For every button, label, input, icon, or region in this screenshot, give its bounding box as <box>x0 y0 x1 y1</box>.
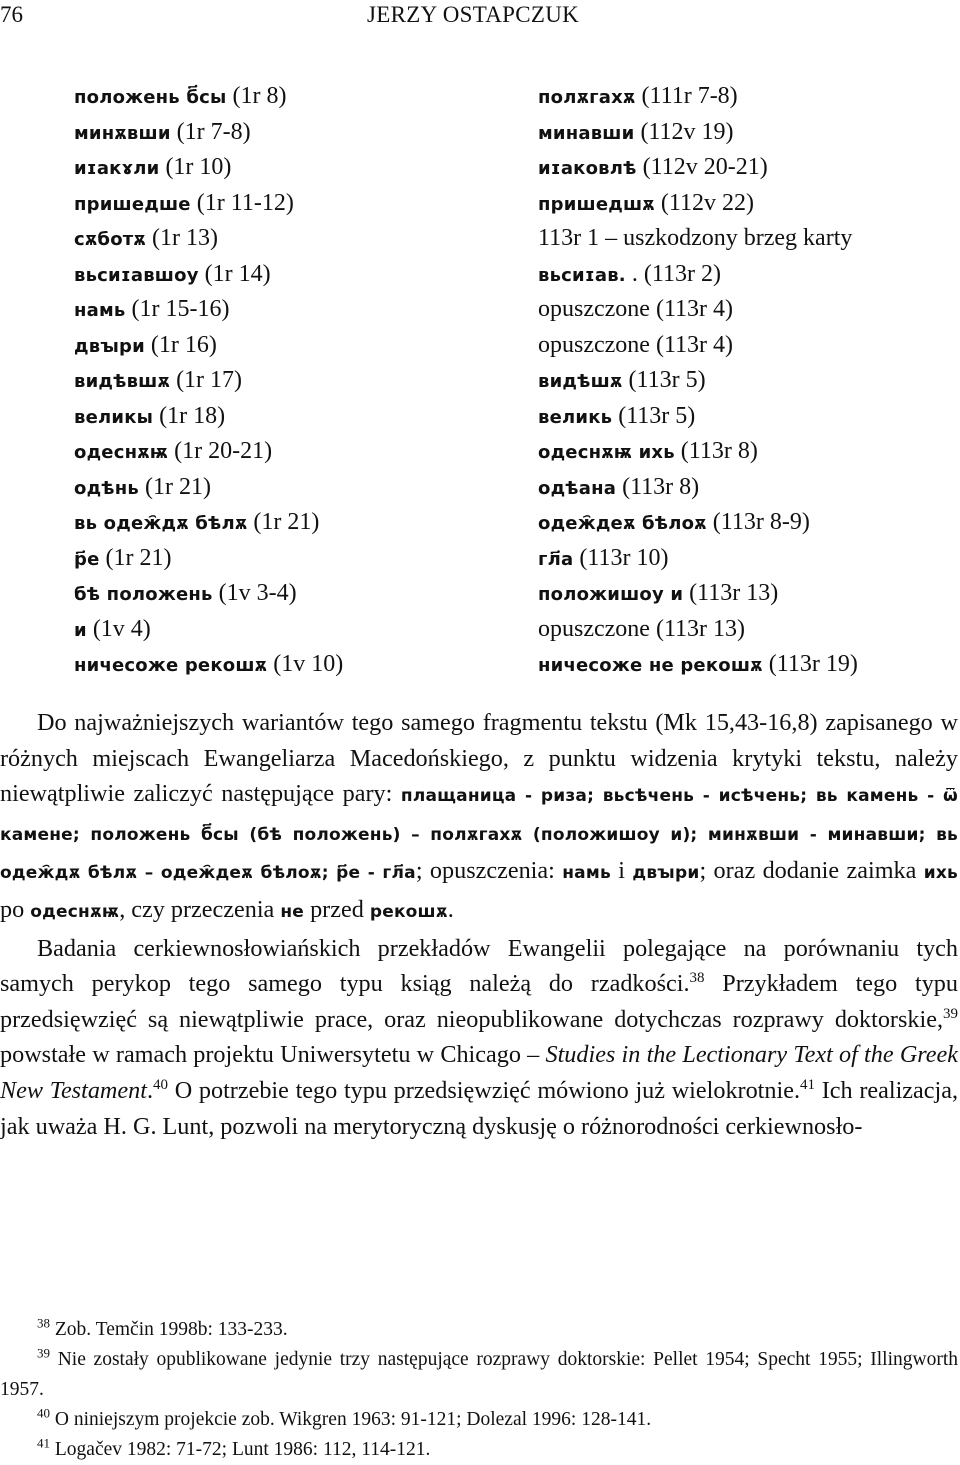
text-span: Do najważniejszych wariantów tego samego fragmentu tekstu (Mk 15,43-16,8) zapisanego w różnych miejscach Ewangeliarza Macedońskiego, z punktu widzenia krytyki tekstu, należy niewątpliwie zaliczyć następujące pary: <box>0 709 958 808</box>
variant-cell-left <box>74 79 538 115</box>
footnote <box>0 1315 958 1345</box>
footnote-number: 39 <box>37 1345 50 1361</box>
church-slavonic-form: пришедше <box>74 193 191 215</box>
text-span: przed <box>304 895 370 923</box>
text-span: . <box>447 895 454 923</box>
manuscript-reference: (111r 7-8) <box>641 83 738 109</box>
footnote-text: Logačev 1982: 71-72; Lunt 1986: 112, 114-121. <box>50 1439 431 1460</box>
church-slavonic-word: рекошѫ <box>369 901 448 922</box>
text-span: i <box>610 857 633 885</box>
variant-row <box>74 647 944 683</box>
manuscript-reference: (1v 10) <box>273 651 344 677</box>
footnote-number: 41 <box>37 1435 50 1451</box>
variant-cell-right <box>538 576 944 612</box>
manuscript-reference: (1v 3-4) <box>218 580 297 606</box>
church-slavonic-form: и <box>74 619 87 641</box>
manuscript-reference: (113r 10) <box>579 544 669 571</box>
manuscript-reference: (112v 19) <box>640 118 734 145</box>
variant-cell-left <box>74 292 538 328</box>
church-slavonic-form: бѣ положень <box>74 584 213 605</box>
variant-cell-left <box>74 363 538 399</box>
text-span: powstałe w ramach projektu Uniwersytetu w Chicago – <box>0 1041 546 1069</box>
text-span: , czy przeczenia <box>119 895 281 923</box>
variant-row <box>74 612 944 648</box>
manuscript-reference: (113r 5) <box>618 402 696 429</box>
manuscript-reference: (1r 13) <box>151 225 218 251</box>
church-slavonic-form: минавши <box>538 122 635 144</box>
body-text <box>0 705 958 1144</box>
variant-cell-left <box>74 399 538 435</box>
variant-cell-left <box>74 328 538 364</box>
manuscript-reference: (1r 14) <box>204 260 271 287</box>
text-span: ; oraz dodanie zaimka <box>699 857 924 885</box>
variant-cell-right <box>538 541 944 577</box>
variant-cell-right <box>538 434 944 470</box>
church-slavonic-form: иɪакɤли <box>74 158 160 179</box>
manuscript-reference: (1r 21) <box>144 473 211 500</box>
manuscript-reference: (1v 4) <box>92 615 151 642</box>
manuscript-reference: (113r 8-9) <box>712 509 810 535</box>
variant-row <box>74 115 944 151</box>
variant-cell-right <box>538 79 944 115</box>
church-slavonic-form: ничесоже не рекошѫ <box>538 655 763 676</box>
church-slavonic-form: одеж҄деѫ бѣлоѫ <box>538 513 707 534</box>
manuscript-reference: opuszczone (113r 4) <box>538 331 734 358</box>
manuscript-reference: (1r 15-16) <box>131 296 230 322</box>
manuscript-reference: (1r 8) <box>232 83 287 109</box>
manuscript-reference: (113r 8) <box>680 438 758 464</box>
church-slavonic-word: одеснѫѭ <box>30 901 120 922</box>
church-slavonic-form: минѫвши <box>74 122 171 144</box>
church-slavonic-form: одеснѫѭ ихь <box>538 442 675 463</box>
church-slavonic-form: одѣана <box>538 477 617 499</box>
variant-row <box>74 434 944 470</box>
variant-cell-left <box>74 221 538 257</box>
variant-cell-left <box>74 115 538 151</box>
manuscript-reference: (1r 10) <box>165 154 232 180</box>
church-slavonic-form: гл҃а <box>538 548 574 570</box>
footnote-ref[interactable]: 38 <box>689 970 705 987</box>
church-slavonic-form: ничесоже рекошѫ <box>74 655 268 676</box>
church-slavonic-form: иɪаковлѣ <box>538 158 637 179</box>
variant-cell-right <box>538 292 944 328</box>
variant-cell-right <box>538 612 944 648</box>
variant-cell-right <box>538 399 944 435</box>
church-slavonic-pairs: плащаница - риза; вьсѣчень - исѣчень; вь камень - ѿ камене; положень б҃сы (бѣ положень) – полѫгахѫ (положишоу и); минѫвши - минавши; вь одеж҄дѫ бѣлѫ – одеж҄деѫ бѣлоѫ; р҃е - гл҃а <box>0 786 958 884</box>
manuscript-reference: (112v 20-21) <box>642 154 768 180</box>
manuscript-reference: (1r 11-12) <box>196 189 294 216</box>
church-slavonic-form: великы <box>74 406 154 428</box>
variant-row <box>74 186 944 222</box>
text-span: Ich realizacja, jak uważa H. G. Lunt, pozwoli na merytoryczną dyskusję o różnorodności cerkiewnosło- <box>0 1076 959 1140</box>
church-slavonic-form: видѣвшѫ <box>74 371 171 392</box>
manuscript-reference: (1r 21) <box>105 544 172 571</box>
church-slavonic-word: намь <box>562 863 611 884</box>
church-slavonic-form: полѫгахѫ <box>538 87 636 108</box>
variant-row <box>74 576 944 612</box>
variant-cell-right <box>538 363 944 399</box>
footnote-text: Zob. Temčin 1998b: 133-233. <box>50 1319 288 1340</box>
manuscript-reference: 113r 1 – uszkodzony brzeg karty <box>538 225 853 251</box>
church-slavonic-form: положень б҃сы <box>74 87 227 108</box>
variant-cell-left <box>74 647 538 683</box>
church-slavonic-word: не <box>280 901 305 922</box>
church-slavonic-word: двꙑри <box>632 863 700 884</box>
manuscript-reference: (113r 5) <box>628 367 706 393</box>
church-slavonic-form: вьсиɪав. <box>538 264 626 286</box>
variant-cell-right <box>538 470 944 506</box>
manuscript-reference: (1r 21) <box>253 509 320 535</box>
text-span: Przykładem tego typu przedsięwzięć są niewątpliwie prace, oraz nieopublikowane dotychczas rozprawy doktorskie, <box>0 970 958 1033</box>
variant-row <box>74 292 944 328</box>
manuscript-reference: (1r 7-8) <box>176 118 251 145</box>
variant-row <box>74 470 944 506</box>
manuscript-reference: opuszczone (113r 4) <box>538 296 734 322</box>
variant-cell-left <box>74 434 538 470</box>
footnote-ref[interactable]: 41 <box>800 1076 816 1093</box>
church-slavonic-form: намь <box>74 300 126 321</box>
variant-cell-left <box>74 505 538 541</box>
variant-row <box>74 541 944 577</box>
manuscript-reference: (113r 8) <box>622 473 700 500</box>
variant-row <box>74 363 944 399</box>
variant-table <box>74 79 944 683</box>
manuscript-reference: opuszczone (113r 13) <box>538 615 746 642</box>
manuscript-reference: (113r 13) <box>689 580 779 606</box>
church-slavonic-form: положишоу и <box>538 584 684 605</box>
variant-cell-right <box>538 257 944 293</box>
text-span: . <box>146 1076 153 1104</box>
manuscript-reference: (1r 18) <box>159 402 226 429</box>
paragraph-1 <box>0 705 958 931</box>
variant-cell-right <box>538 186 944 222</box>
page-number: 76 <box>0 2 23 27</box>
variant-cell-right <box>538 328 944 364</box>
variant-cell-left <box>74 612 538 648</box>
variant-cell-right <box>538 647 944 683</box>
variant-row <box>74 399 944 435</box>
variant-cell-right <box>538 505 944 541</box>
variant-row <box>74 79 944 115</box>
text-span: Badania cerkiewnosłowiańskich przekładów Ewangelii polegające na porównaniu tych samych perykop tego samego typu ksiąg należą do rzadkości. <box>0 934 958 998</box>
church-slavonic-form: одѣнь <box>74 477 139 499</box>
footnote <box>0 1435 958 1465</box>
variant-row <box>74 328 944 364</box>
church-slavonic-form: великь <box>538 406 613 428</box>
church-slavonic-form: одеснѫѭ <box>74 442 169 463</box>
manuscript-reference: (1r 17) <box>176 367 243 393</box>
footnote-text: Nie zostały opublikowane jedynie trzy następujące rozprawy doktorskie: Pellet 1954; Specht 1955; Illingworth 1957. <box>0 1349 958 1400</box>
variant-cell-left <box>74 470 538 506</box>
variant-cell-left <box>74 186 538 222</box>
church-slavonic-form: видѣшѫ <box>538 371 623 392</box>
manuscript-reference: (1r 20-21) <box>174 438 273 464</box>
text-span: ; opuszczenia: <box>415 857 563 885</box>
church-slavonic-form: двꙑри <box>74 335 145 357</box>
manuscript-reference: (113r 19) <box>768 651 858 677</box>
variant-row <box>74 150 944 186</box>
footnote-number: 38 <box>37 1315 50 1331</box>
text-span: O potrzebie tego typu przedsięwzięć mówiono już wielokrotnie. <box>167 1076 801 1104</box>
variant-row <box>74 505 944 541</box>
variant-row <box>74 221 944 257</box>
variant-cell-right <box>538 221 944 257</box>
church-slavonic-word: ихь <box>923 863 958 884</box>
project-title: Studies in the Lectionary Text of the Greek New Testament <box>0 1041 959 1104</box>
variant-row <box>74 257 944 293</box>
footnote-number: 40 <box>37 1405 50 1421</box>
variant-cell-right <box>538 115 944 151</box>
variant-cell-left <box>74 150 538 186</box>
running-head: JERZY OSTAPCZUK <box>367 2 580 27</box>
manuscript-reference: . (113r 2) <box>631 260 721 287</box>
church-slavonic-form: сѫботѫ <box>74 229 146 250</box>
footnote-ref[interactable]: 40 <box>152 1076 168 1093</box>
manuscript-reference: (1r 16) <box>150 331 217 358</box>
church-slavonic-form: вь одеж҄дѫ бѣлѫ <box>74 513 248 534</box>
variant-cell-right <box>538 150 944 186</box>
variant-cell-left <box>74 576 538 612</box>
manuscript-reference: (112v 22) <box>660 189 754 216</box>
variant-cell-left <box>74 257 538 293</box>
church-slavonic-form: р҃е <box>74 548 100 570</box>
footnotes <box>0 1315 958 1465</box>
variant-cell-left <box>74 541 538 577</box>
church-slavonic-form: пришедшѫ <box>538 193 655 215</box>
footnote-ref[interactable]: 39 <box>943 1005 958 1022</box>
church-slavonic-form: вьсиɪавшоу <box>74 264 199 286</box>
footnote <box>0 1345 958 1405</box>
footnote-text: O niniejszym projekcie zob. Wikgren 1963: 91-121; Dolezal 1996: 128-141. <box>50 1409 652 1430</box>
text-span: po <box>0 895 31 923</box>
paragraph-2 <box>0 931 958 1145</box>
footnote <box>0 1405 958 1435</box>
